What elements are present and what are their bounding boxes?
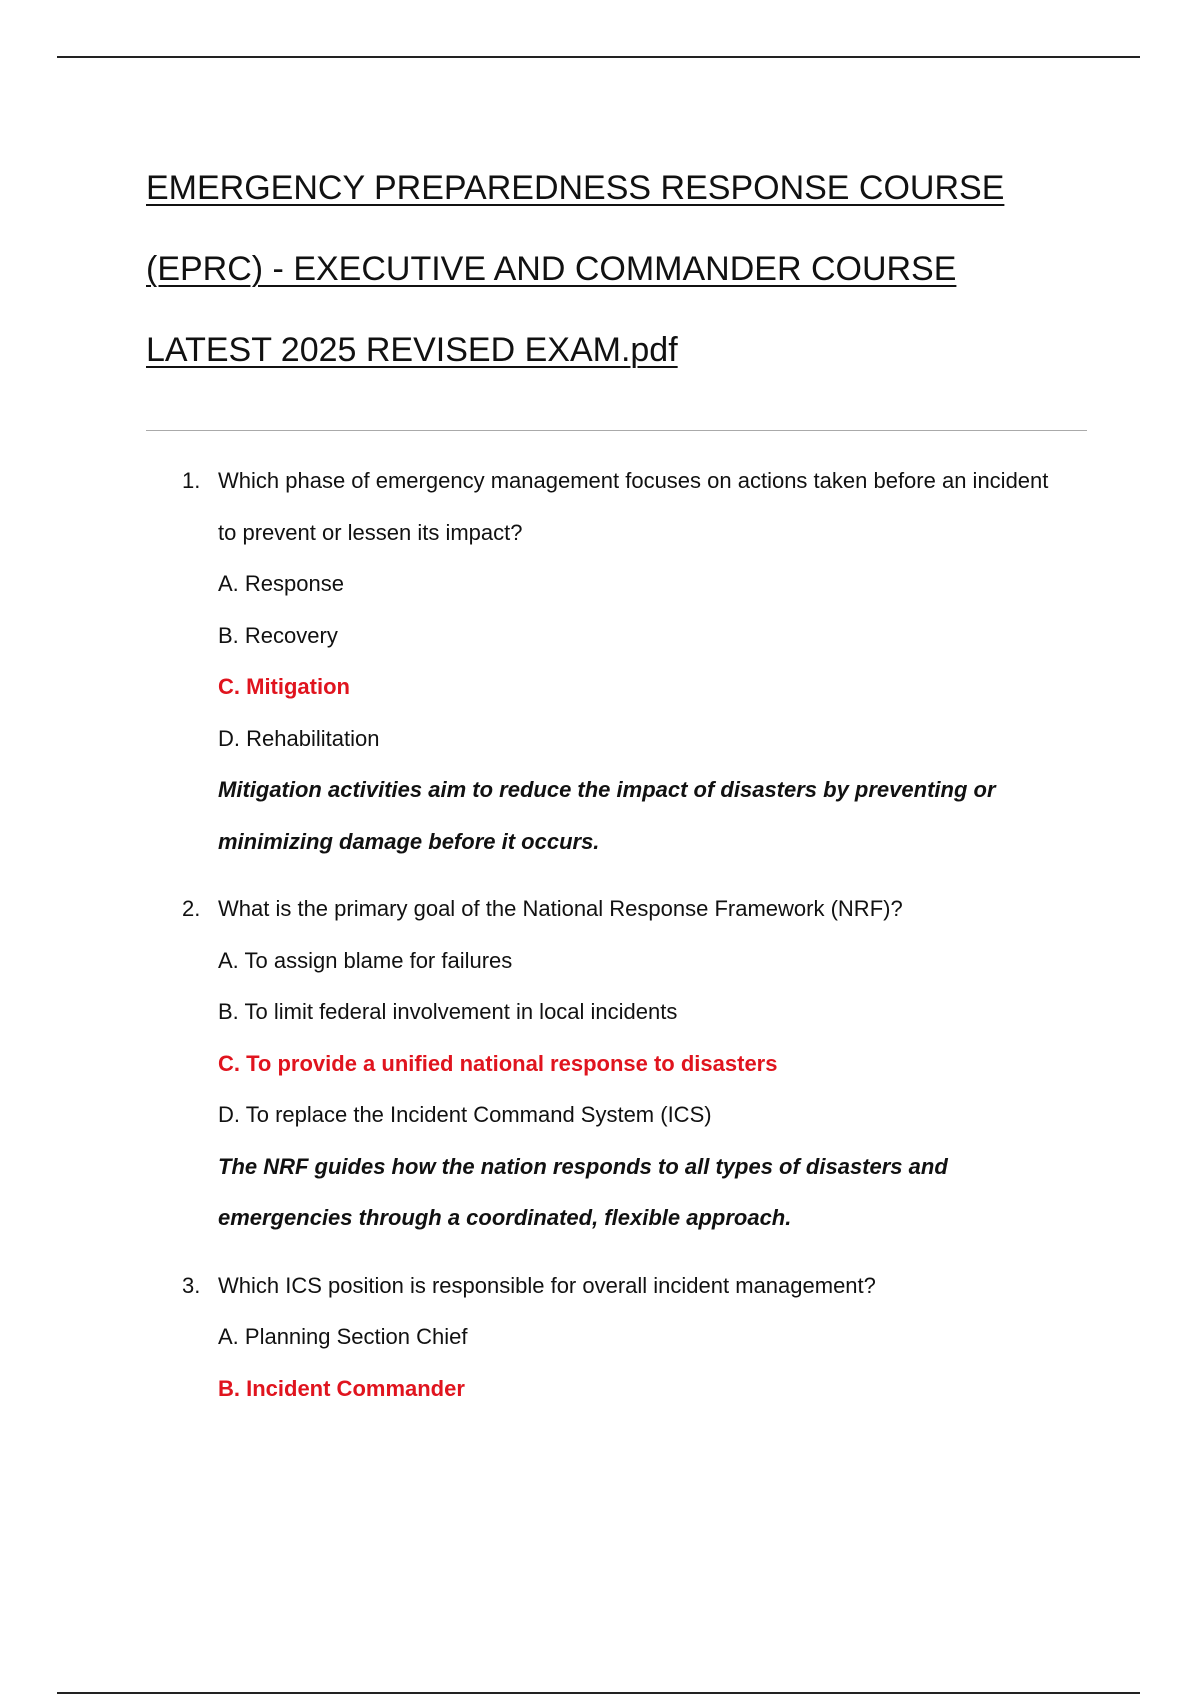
option-c-correct: C. To provide a unified national response to disasters: [218, 1050, 778, 1076]
option-b: B. To limit federal involvement in local incidents: [218, 999, 678, 1024]
title-divider: [146, 430, 1087, 431]
question-number: 2.: [182, 896, 201, 921]
question-2: [182, 883, 1082, 1244]
question-list: [182, 455, 1082, 1430]
question-text: Which phase of emergency management focuses on actions taken before an incident to prevent or lessen its impact?: [218, 468, 1049, 545]
option-a: A. Planning Section Chief: [218, 1324, 468, 1349]
question-number: 1.: [182, 468, 201, 493]
question-number: 3.: [182, 1272, 201, 1298]
question-text: What is the primary goal of the National Response Framework (NRF)?: [218, 896, 903, 921]
explanation: Mitigation activities aim to reduce the impact of disasters by preventing or minimizing damage before it occurs.: [218, 777, 996, 854]
explanation: The NRF guides how the nation responds to all types of disasters and emergencies through a coordinated, flexible approach.: [218, 1153, 948, 1230]
option-d: D. Rehabilitation: [218, 725, 380, 751]
title-line: (EPRC) - EXECUTIVE AND COMMANDER COURSE: [146, 250, 957, 288]
option-c-correct: C. Mitigation: [218, 674, 350, 699]
document-title: [146, 148, 1106, 391]
question-text: Which ICS position is responsible for overall incident management?: [218, 1272, 876, 1298]
header-rule: [57, 56, 1140, 58]
option-d: D. To replace the Incident Command System (ICS): [218, 1102, 712, 1127]
question-3: [182, 1260, 1082, 1415]
option-a: A. To assign blame for failures: [218, 947, 513, 973]
question-1: [182, 455, 1082, 867]
option-b: B. Recovery: [218, 622, 338, 648]
title-line: EMERGENCY PREPAREDNESS RESPONSE COURSE: [146, 169, 1005, 207]
footer-rule: [57, 1692, 1140, 1694]
option-b-correct: B. Incident Commander: [218, 1375, 465, 1401]
option-a: A. Response: [218, 571, 344, 596]
title-line: LATEST 2025 REVISED EXAM.pdf: [146, 331, 678, 369]
